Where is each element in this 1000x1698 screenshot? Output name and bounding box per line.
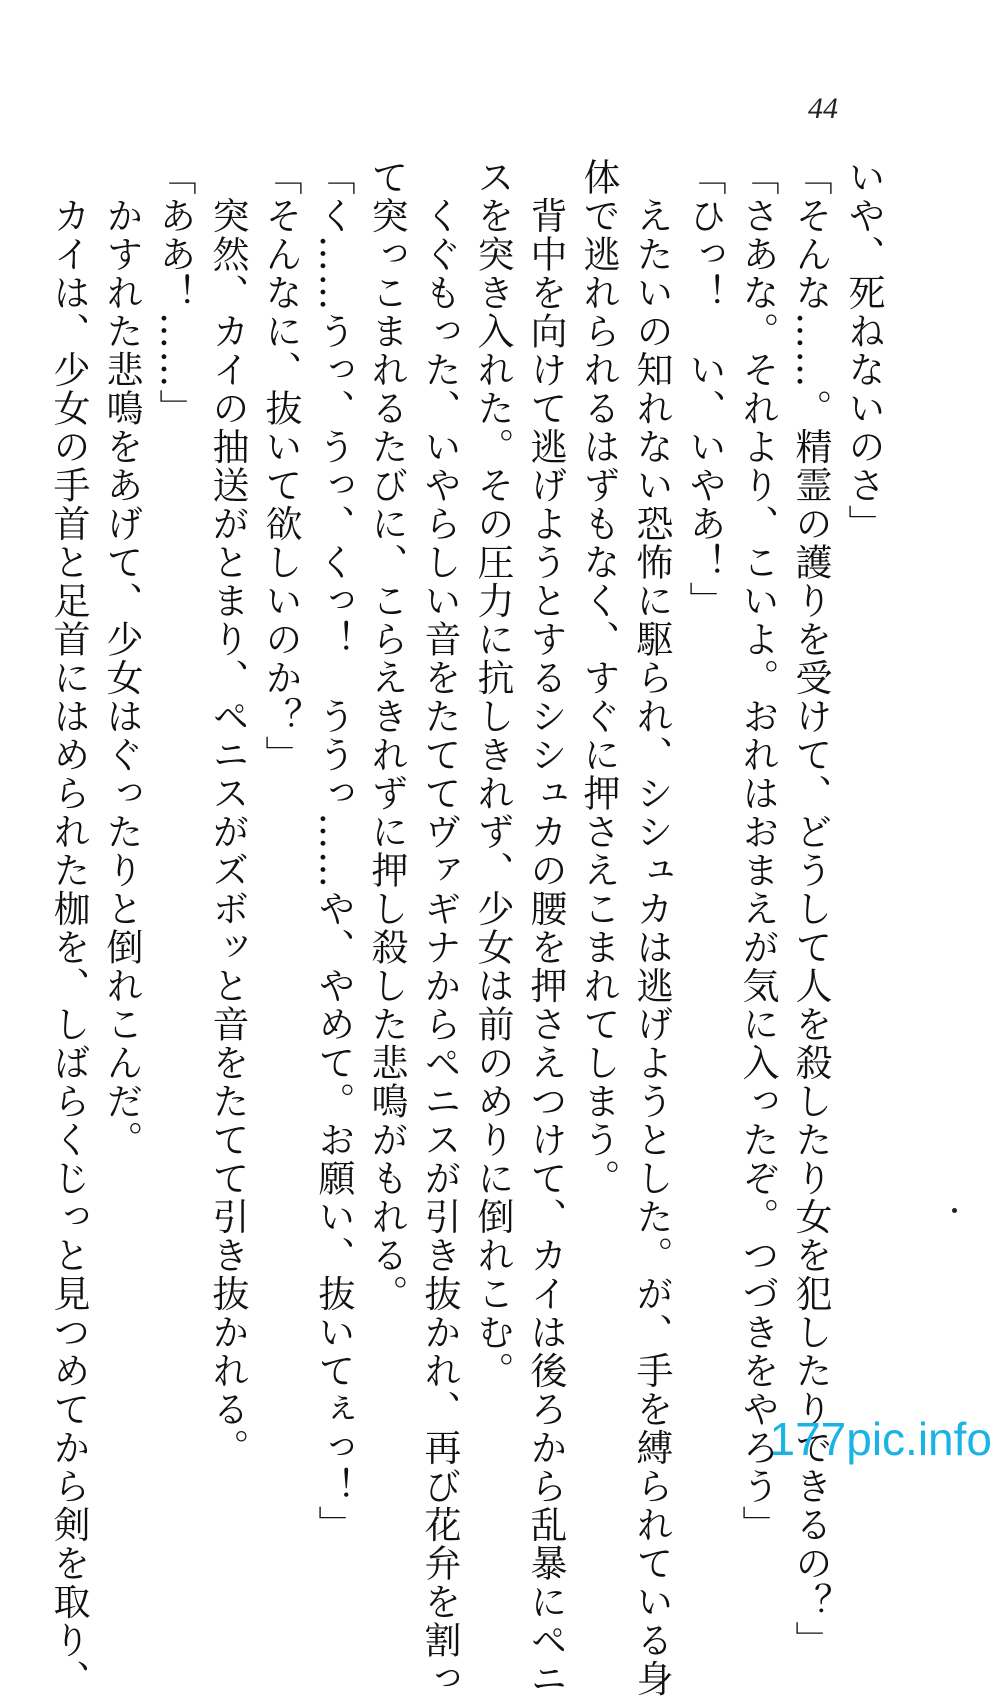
text-line: 「そんな……。精霊の護りを受けて、どうして人を殺したり女を犯したりできるの？」 [789,158,832,1660]
text-line: 体で逃れられるはずもなく、すぐに押さえこまれてしまう。 [577,158,620,1198]
text-line: 背中を向けて逃げようとするシシュカの腰を押さえつけて、カイは後ろから乱暴にペニ [524,158,567,1698]
text-line: いや、死ねないのさ」 [842,158,885,543]
text-line: 「そんなに、抜いて欲しいのか？」 [259,158,302,774]
text-line: 「く……うっ、うっ、くっ！ ううっ……や、やめて。お願い、抜いてぇっ！」 [312,158,355,1544]
text-line: 「ああ！……」 [153,158,196,428]
text-line: 「ひっ！ い、いやあ！」 [683,158,726,620]
scan-speck [952,1208,957,1213]
page-number: 44 [808,92,838,125]
text-line: くぐもった、いやらしい音をたててヴァギナからペニスが引き抜かれ、再び花弁を割っ [418,158,461,1698]
text-line: カイは、少女の手首と足首にはめられた枷を、しばらくじっと見つめてから剣を取り、 [47,158,90,1698]
text-line: えたいの知れない恐怖に駆られ、シシュカは逃げようとした。が、手を縛られている身 [630,158,673,1698]
text-line: かすれた悲鳴をあげて、少女はぐったりと倒れこんだ。 [100,158,143,1159]
text-line: て突っこまれるたびに、こらえきれずに押し殺した悲鳴がもれる。 [365,158,408,1313]
text-line: スを突き入れた。その圧力に抗しきれず、少女は前のめりに倒れこむ。 [471,158,514,1390]
watermark: 177pic.info [769,1413,992,1465]
text-line: 「さあな。それより、こいよ。おれはおまえが気に入ったぞ。つづきをやろう」 [736,158,779,1544]
text-line: 突然、カイの抽送がとまり、ペニスがズボッと音をたてて引き抜かれる。 [206,158,249,1467]
